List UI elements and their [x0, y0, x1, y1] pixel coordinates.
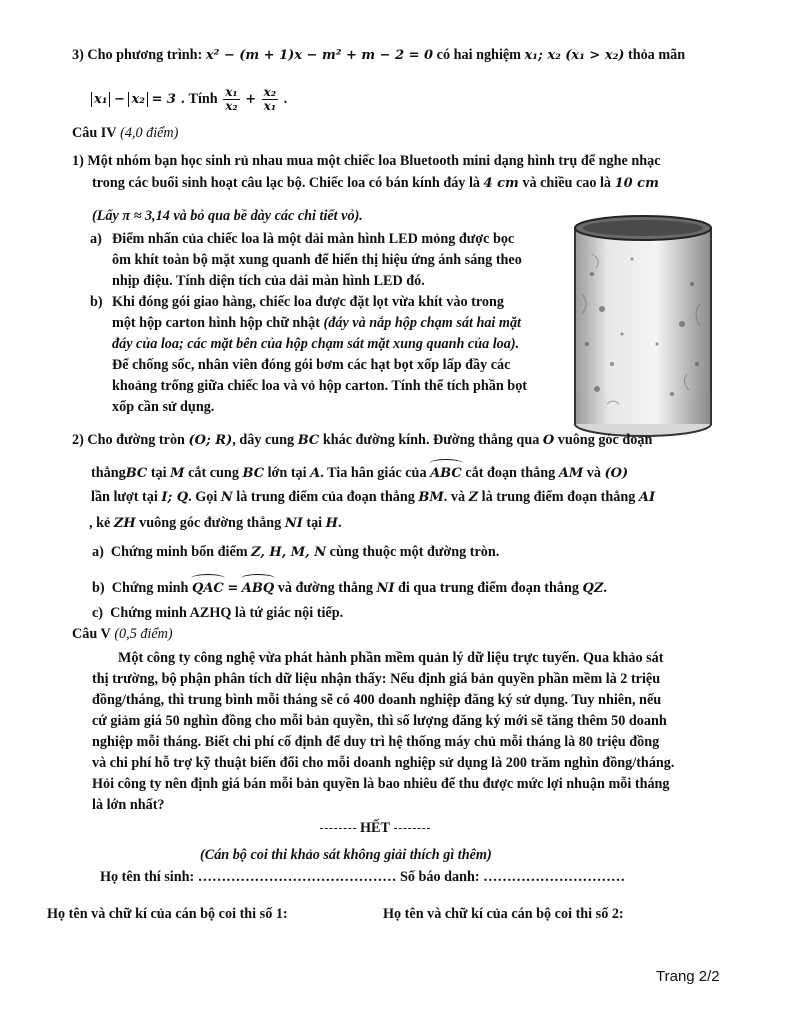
- end-mark: HẾT: [316, 818, 434, 839]
- cau4-p1-note: (Lấy π ≈ 3,14 và bỏ qua bề dày các chi tiết vỏ).: [92, 208, 363, 224]
- cau4-p2-line1: 2) Cho đường tròn (O; R), dây cung BC khác đường kính. Đường thẳng qua O vuông góc đoạn: [72, 432, 653, 448]
- candidate-info: Họ tên thí sinh: …………………………………… Số báo danh: …………………………: [100, 869, 626, 885]
- angle-ABQ: ABQ: [242, 578, 274, 599]
- proctor2-signature: Họ tên và chữ kí của cán bộ coi thi số 2:: [383, 906, 624, 922]
- angle-QAC: QAC: [192, 578, 224, 599]
- cau4-heading: Câu IV (4,0 điểm): [72, 125, 179, 141]
- cau5-heading: Câu V (0,5 điểm): [72, 626, 173, 642]
- proctor-note: (Cán bộ coi thi khảo sát không giải thích gì thêm): [200, 847, 492, 863]
- fraction-x1-x2: $\frac{\text{x₁}}{\text{x₂}}$: [225, 85, 238, 114]
- cau4-c-b: b) Chứng minh QAC = ABQ và đường thẳng NI đi qua trung điểm đoạn thẳng QZ.: [92, 578, 607, 599]
- cau5-line: thị trường, bộ phận phân tích dữ liệu nhận thấy: Nếu định giá bản quyền phần mềm là 2 triệu: [92, 671, 661, 687]
- page-number: Trang 2/2: [656, 968, 720, 985]
- fraction-x2-x1: $\frac{\text{x₂}}{\text{x₁}}$: [263, 85, 277, 114]
- cau5-line: Hỏi công ty nên định giá bán mỗi bản quyền là bao nhiêu để thu được mức lợi nhuận mỗi tháng: [92, 776, 670, 792]
- cau4-c-c: c) Chứng minh AZHQ là tứ giác nội tiếp.: [92, 605, 344, 621]
- q3-line1: 3) Cho phương trình: x² − (m + 1)x − m² + m − 2 = 0 có hai nghiệm x₁; x₂ (x₁ > x₂) thỏa mãn: [72, 47, 686, 63]
- cau4-p2-line2: thẳngBC tại M cắt cung BC lớn tại A. Tia hân giác của ABC cắt đoạn thẳng AM và (O): [91, 463, 628, 484]
- cau4-p2-line4: , kẻ ZH vuông góc đường thẳng NI tại H.: [89, 515, 342, 531]
- q3-roots: x₁; x₂ (x₁ > x₂): [524, 48, 625, 63]
- cau4-p2-line3: lần lượt tại I; Q. Gọi N là trung điểm của đoạn thẳng BM. và Z là trung điểm đoạn thẳng AI: [91, 489, 656, 505]
- cau5-line: Một công ty công nghệ vừa phát hành phần mềm quản lý dữ liệu trực tuyến. Qua khảo sát: [118, 650, 664, 666]
- cau5-line: cứ giảm giá 50 nghìn đồng cho mỗi bản quyền, thì số lượng đăng ký mới sẽ tăng thêm 50 doanh: [92, 713, 667, 729]
- cau4-p1-line2: trong các buổi sinh hoạt câu lạc bộ. Chiếc loa có bán kính đáy là 4 cm và chiều cao là 10 cm: [92, 175, 659, 191]
- cau5-line: nghiệp mỗi tháng. Biết chi phí cố định để duy trì hệ thống máy chủ mỗi tháng là 80 triệu đồng: [92, 734, 660, 750]
- cau5-line: đồng/tháng, thì trung bình mỗi tháng sẽ có 400 doanh nghiệp đăng ký sử dụng. Tuy nhiên, nếu: [92, 692, 662, 708]
- cau4-p1-line1: 1) Một nhóm bạn học sinh rủ nhau mua một chiếc loa Bluetooth mini dạng hình trụ để nghe nhạc: [72, 153, 661, 169]
- q3-equation: x² − (m + 1)x − m² + m − 2 = 0: [205, 48, 434, 63]
- cylinder-speaker-image: [572, 214, 714, 438]
- q3-line2: x₁ − x₂ = 3 . Tính $\frac{\text{x₁}}{\text{x₂}}$ + $\frac{\text{x₂}}{\text{x₁}}$ .: [91, 84, 287, 115]
- proctor1-signature: Họ tên và chữ kí của cán bộ coi thi số 1:: [47, 906, 288, 922]
- cau5-line: là lớn nhất?: [92, 797, 165, 813]
- divider: [320, 828, 356, 829]
- cau4-c-a: a) Chứng minh bốn điểm Z, H, M, N cùng thuộc một đường tròn.: [92, 544, 500, 560]
- cau5-line: và chi phí hỗ trợ kỹ thuật biến đổi cho mỗi doanh nghiệp sử dụng là 200 trăm nghìn đồng/tháng.: [92, 755, 675, 771]
- angle-ABC: ABC: [430, 463, 462, 484]
- divider: [394, 828, 430, 829]
